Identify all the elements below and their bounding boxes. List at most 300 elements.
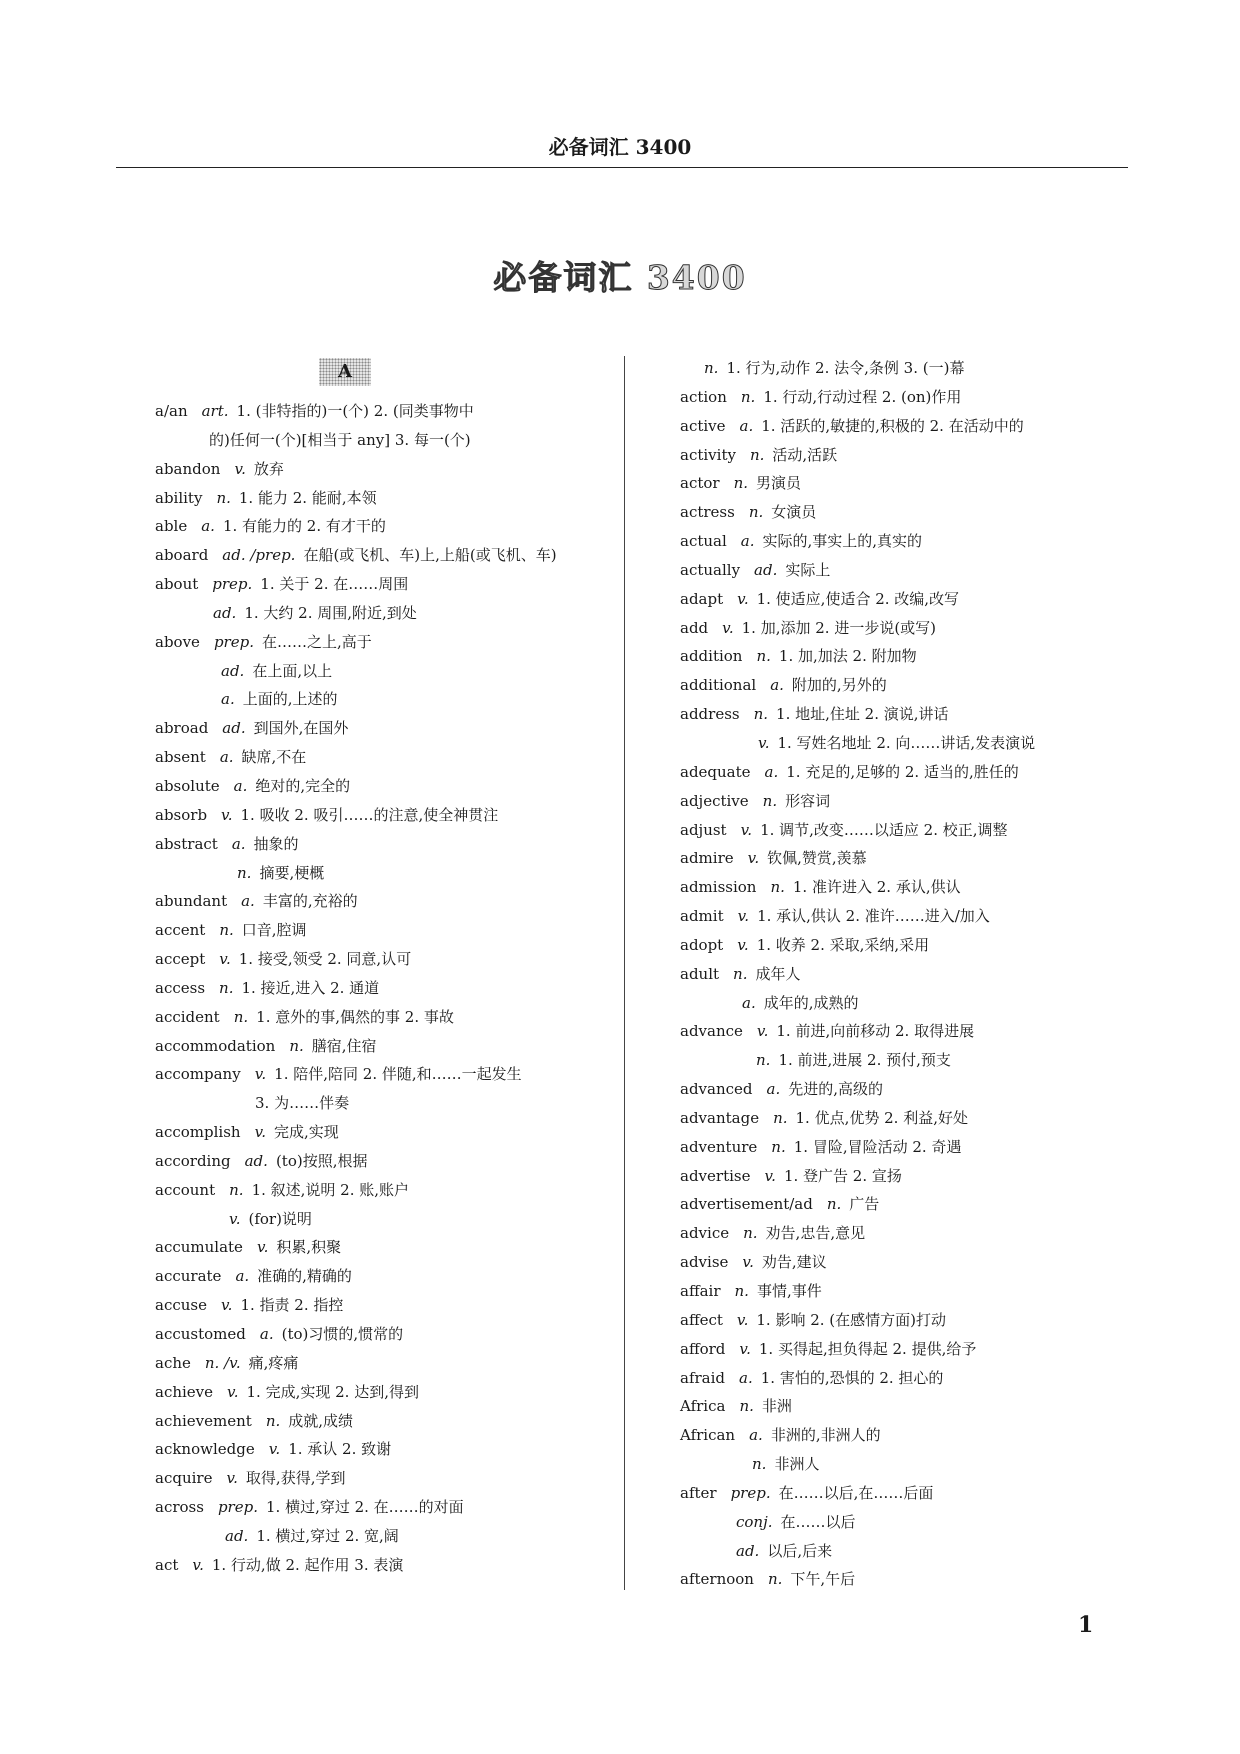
headword: addition — [680, 647, 743, 666]
headword: actual — [680, 532, 727, 551]
dictionary-entry — [680, 671, 1150, 700]
definition: 1. (非特指的)一(个) 2. (同类事物中 — [236, 402, 474, 420]
dictionary-entry — [155, 772, 625, 801]
headword: accompany — [155, 1065, 241, 1084]
dictionary-entry — [680, 469, 1150, 498]
definition: 1. 意外的事,偶然的事 2. 事故 — [256, 1007, 454, 1026]
headword: advertise — [680, 1166, 751, 1185]
headword: advise — [680, 1253, 729, 1272]
part-of-speech: n. — [749, 445, 765, 464]
headword: absent — [155, 748, 206, 767]
part-of-speech: v. — [737, 907, 750, 926]
headword: affair — [680, 1282, 721, 1300]
dictionary-entry — [680, 1046, 1150, 1075]
headword: ache — [155, 1353, 191, 1372]
part-of-speech: ad. — [754, 560, 778, 579]
headword: across — [155, 1498, 204, 1517]
dictionary-entry — [680, 787, 1150, 816]
headword: admission — [680, 878, 757, 897]
dictionary-entry — [680, 383, 1150, 412]
dictionary-entry — [155, 1032, 625, 1061]
definition: 成年的,成熟的 — [763, 993, 859, 1012]
definition: 1. 登广告 2. 宣扬 — [783, 1166, 902, 1185]
part-of-speech: v. — [739, 1339, 751, 1358]
definition: 女演员 — [771, 503, 817, 522]
headword: act — [155, 1555, 179, 1574]
headword: abstract — [155, 834, 218, 853]
dictionary-entry — [155, 1233, 625, 1262]
definition: 积累,积聚 — [276, 1238, 342, 1257]
dictionary-entry — [155, 945, 625, 974]
definition: 1. 活跃的,敏捷的,积极的 2. 在活动中的 — [761, 416, 1024, 435]
headword: abandon — [155, 459, 221, 478]
headword: accuse — [155, 1296, 207, 1315]
dictionary-entry — [680, 412, 1150, 441]
headword: accident — [155, 1007, 220, 1026]
definition: 1. 收养 2. 采取,采纳,采用 — [756, 935, 930, 954]
definition: 1. 行动,行动过程 2. (on)作用 — [763, 387, 962, 406]
part-of-speech: n. — [762, 791, 778, 810]
dictionary-entry — [680, 1450, 1150, 1479]
definition: 男演员 — [756, 474, 802, 493]
definition: 丰富的,充裕的 — [262, 892, 358, 911]
part-of-speech: v. — [192, 1555, 204, 1574]
definition: 1. 陪伴,陪同 2. 伴随,和……一起发生 — [274, 1065, 522, 1084]
dictionary-entry — [155, 1551, 625, 1580]
definition: 非洲 — [761, 1397, 792, 1416]
headword: adventure — [680, 1137, 758, 1156]
part-of-speech: v. — [227, 1382, 239, 1401]
dictionary-entry — [680, 1421, 1150, 1450]
dictionary-entry — [155, 484, 625, 513]
part-of-speech: n. — [733, 474, 749, 493]
definition: (to)习惯的,惯常的 — [281, 1325, 404, 1343]
definition: 1. 加,加法 2. 附加物 — [778, 647, 917, 666]
definition: 上面的,上述的 — [242, 690, 338, 709]
dictionary-entry — [155, 1147, 625, 1176]
definition: 膳宿,住宿 — [311, 1036, 377, 1055]
definition: 在……之上,高于 — [261, 632, 372, 651]
definition: 1. 充足的,足够的 2. 适当的,胜任的 — [786, 762, 1019, 781]
definition: 形容词 — [785, 791, 831, 810]
part-of-speech: n. — [826, 1195, 842, 1214]
headword: aboard — [155, 546, 209, 565]
headword: account — [155, 1180, 216, 1199]
part-of-speech: v. — [737, 589, 749, 608]
dictionary-entry — [680, 902, 1150, 931]
section-letter: A — [319, 358, 371, 386]
definition: 放弃 — [253, 459, 284, 478]
part-of-speech: n. — [734, 1282, 749, 1300]
part-of-speech: ad. — [222, 719, 246, 738]
part-of-speech: v. — [254, 1123, 267, 1142]
part-of-speech: prep. — [212, 575, 253, 594]
part-of-speech: a. — [221, 690, 235, 709]
dictionary-entry — [155, 1464, 625, 1493]
definition: 下午,午后 — [790, 1570, 856, 1589]
dictionary-entry — [680, 585, 1150, 614]
headword: address — [680, 705, 740, 724]
definition: 1. 大约 2. 周围,附近,到处 — [244, 603, 417, 622]
headword: activity — [680, 445, 736, 464]
headword: actually — [680, 560, 741, 579]
page-number: 1 — [1078, 1612, 1094, 1638]
part-of-speech: ad. — [221, 661, 245, 680]
dictionary-entry — [680, 1306, 1150, 1335]
dictionary-entry — [680, 441, 1150, 470]
definition: 钦佩,赞赏,羡慕 — [767, 849, 867, 868]
part-of-speech: n. — [237, 863, 252, 882]
headword: absolute — [155, 776, 220, 795]
headword: adjust — [680, 820, 727, 839]
definition: 1. 叙述,说明 2. 账,账户 — [251, 1180, 410, 1199]
dictionary-entry — [155, 974, 625, 1003]
part-of-speech: n. — [704, 359, 719, 377]
part-of-speech: conj. — [736, 1512, 773, 1531]
part-of-speech: n. — [233, 1007, 249, 1026]
headword: achieve — [155, 1382, 214, 1401]
part-of-speech: v. — [219, 950, 231, 969]
part-of-speech: a. — [235, 1267, 250, 1286]
headword: abundant — [155, 892, 228, 911]
headword: acknowledge — [155, 1440, 255, 1459]
definition: 缺席,不在 — [241, 748, 307, 767]
dictionary-entry — [680, 989, 1150, 1018]
dictionary-entry — [155, 1262, 625, 1291]
part-of-speech: n. — [748, 503, 764, 522]
definition: 广告 — [849, 1195, 880, 1214]
dictionary-entry — [155, 830, 625, 859]
dictionary-entry — [155, 1176, 625, 1205]
definition: 1. 地址,住址 2. 演说,讲话 — [776, 705, 949, 724]
headword: advanced — [680, 1080, 753, 1099]
column-divider — [624, 356, 625, 1590]
definition: 非洲的,非洲人的 — [770, 1426, 881, 1445]
dictionary-entry — [680, 931, 1150, 960]
definition: 的)任何一(个)[相当于 any] 3. 每一(个) — [209, 430, 471, 449]
definition: 1. 接受,领受 2. 同意,认可 — [238, 950, 412, 969]
dictionary-entry — [680, 1565, 1150, 1594]
dictionary-entry — [680, 1248, 1150, 1277]
dictionary-entry — [155, 743, 625, 772]
headword: accumulate — [155, 1238, 243, 1257]
headword: accomplish — [155, 1123, 241, 1142]
headword: action — [680, 387, 727, 406]
part-of-speech: n. — [265, 1411, 281, 1430]
definition: 附加的,另外的 — [791, 676, 887, 695]
dictionary-entry — [680, 1392, 1150, 1421]
definition: 1. 前进,进展 2. 预付,预支 — [778, 1051, 951, 1070]
part-of-speech: ad. — [736, 1541, 760, 1560]
dictionary-entry — [680, 498, 1150, 527]
headword: admit — [680, 907, 724, 926]
headword: according — [155, 1151, 231, 1170]
part-of-speech: a. — [739, 416, 754, 435]
headword: add — [680, 618, 709, 637]
part-of-speech: n. — [756, 1051, 771, 1070]
part-of-speech: v. — [737, 935, 749, 954]
definition: 完成,实现 — [274, 1123, 339, 1142]
dictionary-entry — [155, 1493, 625, 1522]
part-of-speech: a. — [742, 993, 756, 1012]
dictionary-entry — [680, 960, 1150, 989]
dictionary-entry — [155, 916, 625, 945]
part-of-speech: a. — [241, 892, 255, 911]
dictionary-entry — [680, 1017, 1150, 1046]
headword: affect — [680, 1310, 723, 1329]
definition: 1. 承认,供认 2. 准许……进入/加入 — [757, 907, 990, 926]
definition: 口音,腔调 — [241, 921, 307, 940]
definition: 1. 横过,穿过 2. 在……的对面 — [265, 1498, 464, 1517]
part-of-speech: v. — [722, 618, 734, 637]
dictionary-entry — [155, 1118, 625, 1147]
headword: after — [680, 1483, 717, 1502]
part-of-speech: n. — [229, 1180, 244, 1199]
definition: (for)说明 — [248, 1209, 312, 1228]
headword: advantage — [680, 1108, 760, 1127]
part-of-speech: v. — [229, 1209, 241, 1228]
part-of-speech: n. — [770, 878, 785, 897]
dictionary-entry — [155, 714, 625, 743]
dictionary-entry — [155, 455, 625, 484]
part-of-speech: ad. /prep. — [222, 546, 296, 565]
definition: 绝对的,完全的 — [255, 776, 351, 795]
header-rule — [116, 167, 1128, 168]
part-of-speech: n. — [756, 647, 771, 666]
part-of-speech: a. — [201, 517, 215, 536]
part-of-speech: n. — [740, 387, 756, 406]
part-of-speech: a. — [766, 1080, 781, 1099]
headword: accept — [155, 950, 206, 969]
headword: African — [680, 1426, 736, 1445]
part-of-speech: a. — [739, 1368, 753, 1387]
part-of-speech: v. — [221, 805, 233, 824]
running-header: 必备词汇 3400 — [548, 135, 692, 159]
dictionary-entry — [155, 685, 625, 714]
headword: actress — [680, 503, 735, 522]
definition: 1. 加,添加 2. 进一步说(或写) — [741, 618, 937, 637]
dictionary-entry — [155, 1320, 625, 1349]
dictionary-entry — [155, 859, 625, 888]
headword: achievement — [155, 1411, 252, 1430]
definition: 1. 横过,穿过 2. 宽,阔 — [256, 1526, 399, 1545]
dictionary-entry — [680, 758, 1150, 787]
part-of-speech: v. — [758, 733, 770, 752]
definition: 3. 为……伴奏 — [255, 1094, 350, 1113]
part-of-speech: n. — [743, 1224, 758, 1243]
part-of-speech: n. — [216, 488, 231, 507]
headword: Africa — [680, 1397, 726, 1416]
dictionary-entry — [680, 556, 1150, 585]
headword: admire — [680, 849, 734, 868]
definition: 1. 指责 2. 指控 — [240, 1296, 344, 1315]
definition: 1. 调节,改变……以适应 2. 校正,调整 — [760, 820, 1008, 839]
part-of-speech: v. — [756, 1022, 769, 1041]
part-of-speech: v. — [747, 849, 760, 868]
headword: actor — [680, 474, 720, 493]
part-of-speech: v. — [254, 1065, 267, 1084]
headword: advertisement/ad — [680, 1195, 813, 1214]
dictionary-entry — [680, 873, 1150, 902]
headword: accurate — [155, 1267, 222, 1286]
part-of-speech: n. — [733, 964, 748, 983]
dictionary-entry — [680, 816, 1150, 845]
headword: afraid — [680, 1368, 726, 1387]
dictionary-entry — [680, 1104, 1150, 1133]
dictionary-entry — [680, 700, 1150, 729]
dictionary-entry — [155, 1522, 625, 1551]
part-of-speech: a. — [219, 748, 234, 767]
definition: 成就,成绩 — [288, 1411, 354, 1430]
part-of-speech: v. — [736, 1310, 749, 1329]
dictionary-entry — [680, 1335, 1150, 1364]
dictionary-entry — [680, 642, 1150, 671]
part-of-speech: ad. — [213, 603, 237, 622]
definition: 1. 行动,做 2. 起作用 3. 表演 — [211, 1555, 404, 1574]
headword: accommodation — [155, 1036, 276, 1055]
part-of-speech: prep. — [730, 1483, 771, 1502]
part-of-speech: prep. — [217, 1498, 258, 1517]
dictionary-entry — [155, 426, 625, 455]
headword: a/an — [155, 402, 188, 420]
definition: 在……以后 — [780, 1512, 856, 1531]
part-of-speech: n. — [753, 705, 769, 724]
dictionary-entry — [155, 1089, 625, 1118]
part-of-speech: prep. — [213, 632, 254, 651]
dictionary-entry — [155, 1407, 625, 1436]
headword: active — [680, 416, 726, 435]
headword: additional — [680, 676, 757, 695]
section-letter-wrap — [155, 354, 625, 397]
definition: 1. 冒险,冒险活动 2. 奇遇 — [793, 1137, 962, 1156]
dictionary-entry — [680, 614, 1150, 643]
part-of-speech: v. — [742, 1253, 754, 1272]
definition: 1. 影响 2. (在感情方面)打动 — [756, 1310, 947, 1329]
dictionary-entry — [680, 1190, 1150, 1219]
part-of-speech: a. — [764, 762, 779, 781]
part-of-speech: ad. — [244, 1151, 268, 1170]
dictionary-entry — [680, 1508, 1150, 1537]
dictionary-entry — [680, 1133, 1150, 1162]
part-of-speech: n. — [289, 1036, 304, 1055]
dictionary-entry — [155, 599, 625, 628]
definition: 劝告,建议 — [761, 1253, 827, 1272]
dictionary-entry — [680, 1537, 1150, 1566]
headword: afternoon — [680, 1570, 754, 1589]
headword: above — [155, 632, 200, 651]
headword: absorb — [155, 805, 208, 824]
part-of-speech: n. — [767, 1570, 783, 1589]
dictionary-entry — [155, 1205, 625, 1234]
definition: 非洲人 — [774, 1455, 820, 1474]
definition: 准确的,精确的 — [257, 1267, 352, 1286]
definition: (to)按照,根据 — [275, 1151, 368, 1170]
definition: 痛,疼痛 — [248, 1353, 299, 1372]
part-of-speech: n. — [219, 921, 234, 940]
headword: acquire — [155, 1469, 213, 1488]
definition: 到国外,在国外 — [253, 719, 349, 738]
dictionary-entry — [680, 527, 1150, 556]
definition: 1. 关于 2. 在……周围 — [260, 575, 409, 594]
definition: 抽象的 — [253, 834, 299, 853]
part-of-speech: n. — [771, 1137, 786, 1156]
headword: adopt — [680, 935, 724, 954]
left-column — [155, 354, 625, 1580]
definition: 1. 写姓名地址 2. 向……讲话,发表演说 — [777, 733, 1036, 752]
dictionary-entry — [680, 1162, 1150, 1191]
headword: afford — [680, 1339, 726, 1358]
part-of-speech: a. — [749, 1426, 763, 1445]
part-of-speech: n. — [752, 1455, 767, 1474]
definition: 1. 害怕的,恐惧的 2. 担心的 — [760, 1368, 944, 1387]
part-of-speech: a. — [740, 532, 755, 551]
headword: abroad — [155, 719, 209, 738]
page-title: 必备词汇 3400 — [493, 258, 747, 297]
headword: advance — [680, 1022, 743, 1041]
dictionary-entry — [680, 354, 1150, 383]
dictionary-entry — [155, 1435, 625, 1464]
definition: 1. 接近,进入 2. 通道 — [241, 978, 380, 997]
definition: 先进的,高级的 — [788, 1080, 884, 1099]
headword: adjective — [680, 791, 749, 810]
dictionary-entry — [155, 628, 625, 657]
definition: 1. 吸收 2. 吸引……的注意,使全神贯注 — [240, 805, 499, 824]
dictionary-entry — [155, 1003, 625, 1032]
dictionary-entry — [680, 1479, 1150, 1508]
dictionary-entry — [680, 844, 1150, 873]
definition: 1. 优点,优势 2. 利益,好处 — [795, 1108, 968, 1127]
part-of-speech: art. — [201, 402, 229, 420]
part-of-speech: a. — [770, 676, 784, 695]
definition: 1. 承认 2. 致谢 — [288, 1440, 392, 1459]
definition: 成年人 — [755, 964, 801, 983]
part-of-speech: ad. — [225, 1526, 249, 1545]
definition: 1. 使适应,使适合 2. 改编,改写 — [756, 589, 960, 608]
part-of-speech: n. — [219, 978, 234, 997]
headword: adapt — [680, 589, 724, 608]
dictionary-entry — [155, 397, 625, 426]
definition: 1. 行为,动作 2. 法令,条例 3. (一)幕 — [726, 359, 965, 377]
headword: adult — [680, 964, 720, 983]
dictionary-entry — [680, 729, 1150, 758]
dictionary-entry — [155, 801, 625, 830]
definition: 1. 有能力的 2. 有才干的 — [222, 517, 386, 536]
headword: able — [155, 517, 188, 536]
part-of-speech: a. — [233, 776, 248, 795]
headword: adequate — [680, 762, 751, 781]
dictionary-entry — [680, 1364, 1150, 1393]
dictionary-entry — [680, 1277, 1150, 1306]
headword: accent — [155, 921, 206, 940]
dictionary-entry — [680, 1219, 1150, 1248]
headword: about — [155, 575, 199, 594]
definition: 1. 能力 2. 能耐,本领 — [238, 488, 377, 507]
dictionary-entry — [155, 570, 625, 599]
definition: 1. 前进,向前移动 2. 取得进展 — [776, 1022, 975, 1041]
part-of-speech: v. — [256, 1238, 269, 1257]
part-of-speech: n. — [773, 1108, 788, 1127]
part-of-speech: v. — [740, 820, 753, 839]
definition: 取得,获得,学到 — [245, 1469, 346, 1488]
definition: 劝告,忠告,意见 — [765, 1224, 866, 1243]
part-of-speech: v. — [764, 1166, 776, 1185]
dictionary-entry — [155, 1349, 625, 1378]
part-of-speech: n. — [739, 1397, 754, 1416]
definition: 事情,事件 — [756, 1282, 822, 1300]
part-of-speech: a. — [231, 834, 246, 853]
definition: 1. 买得起,担负得起 2. 提供,给予 — [758, 1339, 977, 1358]
headword: access — [155, 978, 206, 997]
